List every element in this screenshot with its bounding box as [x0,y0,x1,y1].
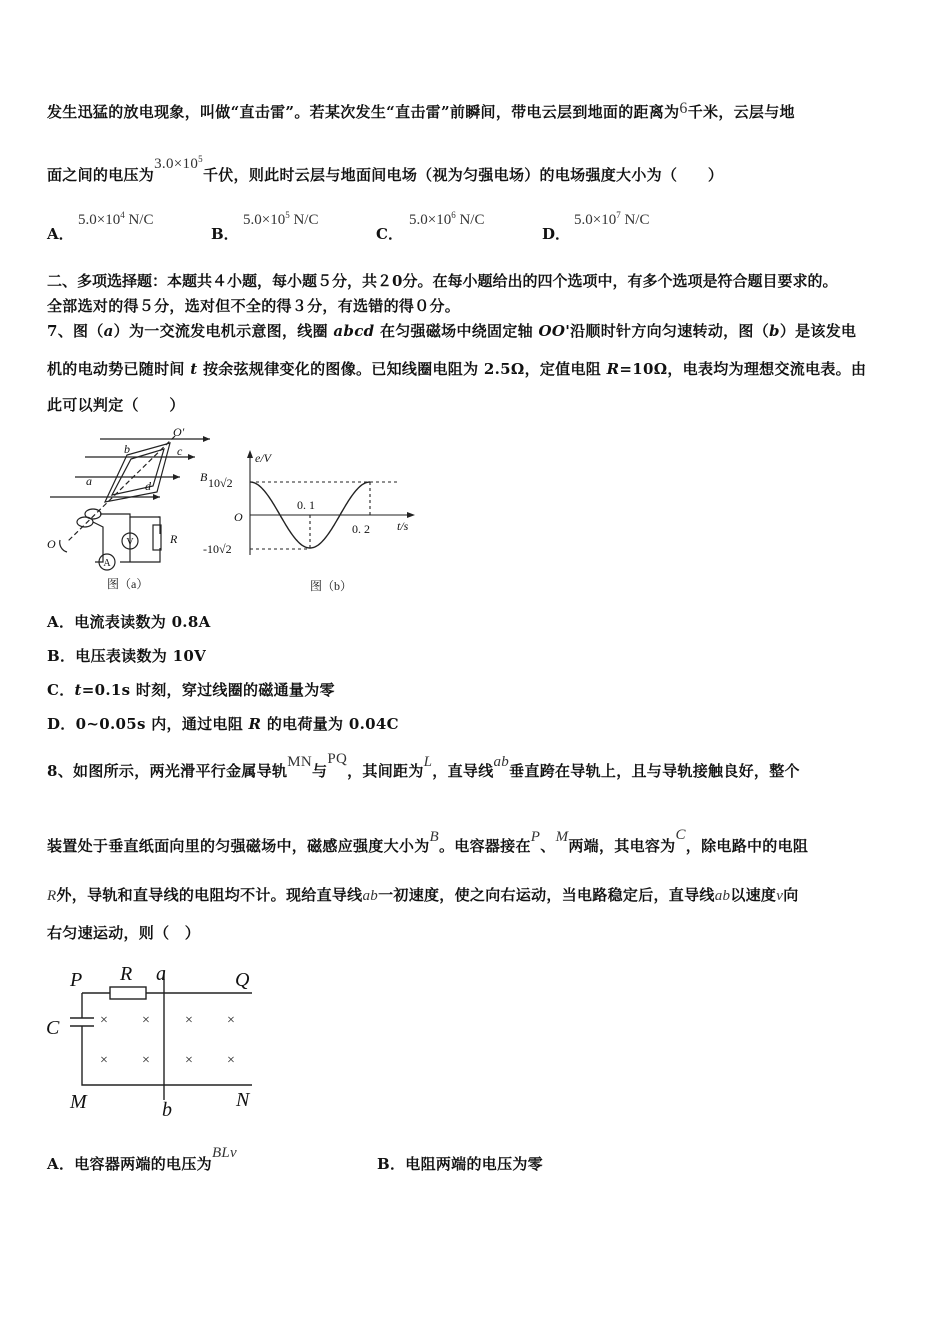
q8-line-2: 装置处于垂直纸面向里的匀强磁场中，磁感应强度大小为B。电容器接在P、M两端，其电容为C，除电路中的电阻 [47,827,809,855]
label-v: V [126,537,134,548]
label-q: Q [235,969,250,991]
q8-option-b[interactable]: B．电阻两端的电压为零 [377,1155,543,1173]
q6-option-b-value: $5.0\times 10^5$ N/C [243,210,319,228]
q7-line-1: 7、图（a）为一交流发电机示意图，线圈 abcd 在匀强磁场中绕固定轴 OO'沿顺时针方向匀速转动，图（b）是该发电 [47,322,857,340]
q7-option-d[interactable]: D．0~0.05s 内，通过电阻 R 的电荷量为 0.04C [47,715,399,733]
field-cross: × [142,1013,150,1028]
y-min-tick: -10√2 [203,542,232,556]
label-o: O [47,537,56,551]
arrow-head [153,494,160,500]
label-c: c [177,444,183,458]
q7-option-a[interactable]: A．电流表读数为 0.8A [47,613,211,631]
y-max-tick: 10√2 [208,476,233,490]
resistor-r [110,987,146,999]
rotation-arrow [60,540,67,552]
label-n: N [236,1089,250,1111]
q6-option-d[interactable]: D． [542,225,571,243]
q6-option-a[interactable]: A． [47,225,74,243]
field-cross: × [185,1053,193,1068]
field-cross: × [100,1013,108,1028]
q8-line-1: 8、如图所示，两光滑平行金属导轨MN与PQ，其间距为L，直导线ab垂直跨在导轨上，且与导轨接触良好，整个 [47,751,800,780]
label-a: a [156,963,166,985]
section2-line-1: 二、多项选择题：本题共４小题，每小题５分，共２0分。在每小题给出的四个选项中，有多个选项是符合题目要求的。 [47,272,838,290]
formula-blv: BLv [211,1145,238,1161]
label-r: R [120,963,133,985]
label-b: b [162,1099,172,1121]
y-axis-label: e/V [255,451,271,465]
q7-option-c[interactable]: C．t=0.1s 时刻，穿过线圈的磁通量为零 [47,681,335,699]
arrow-head [188,454,195,460]
figure-a-generator [45,422,220,597]
field-cross: × [100,1053,108,1068]
label-p: P [70,969,83,991]
label-b: b [124,442,130,456]
label-o-prime: O′ [173,425,185,439]
arrow-head [173,474,180,480]
label-m: M [70,1091,87,1113]
label-a-meter: A [103,558,111,569]
label-r: R [170,532,178,546]
x-tick-0-1: 0. 1 [297,498,315,512]
field-cross: × [185,1013,193,1028]
field-cross: × [142,1053,150,1068]
rotation-axis [67,436,175,542]
voltage-formula: $3.0\times 10^5$ [154,154,203,172]
label-field-b: B [200,470,208,484]
q6-option-b[interactable]: B． [211,225,239,243]
q7-line-3: 此可以判定（ ） [47,396,185,414]
field-cross: × [227,1013,235,1028]
q7-line-2: 机的电动势已随时间 t 按余弦规律变化的图像。已知线圈电阻为 2.5Ω，定值电阻 R=10Ω，电表均为理想交流电表。由 [47,360,867,378]
q6-line-1: 发生迅猛的放电现象，叫做“直击雷”。若某次发生“直击雷”前瞬间，带电云层到地面的距离为6千米，云层与地 [47,100,795,121]
q6-line-2: 面之间的电压为$3.0\times 10^5$千伏，则此时云层与地面间电场（视为匀强电场）的电场强度大小为（ ） [47,154,724,184]
label-d: d [145,479,151,493]
distance-value: 6 [679,100,688,117]
q8-line-3: R外，导轨和直导线的电阻均不计。现给直导线ab一初速度，使之向右运动，当电路稳定后，直导线ab以速度v向 [47,886,799,904]
x-axis-arrow [407,512,415,518]
figure-b-graph [200,450,425,600]
q8-line-4: 右匀速运动，则（ ） [47,924,201,942]
field-cross: × [227,1053,235,1068]
y-axis-arrow [247,450,253,458]
figure-a-caption: 图（a） [107,577,149,591]
q7-option-b[interactable]: B．电压表读数为 10V [47,647,207,665]
q6-option-d-value: $5.0\times 10^7$ N/C [574,210,650,228]
slip-ring [85,509,101,519]
x-tick-0-2: 0. 2 [352,522,370,536]
origin-label: O [234,510,243,524]
x-axis-label: t/s [397,519,409,533]
q8-option-a[interactable]: A．电容器两端的电压为BLv [47,1145,238,1173]
section2-line-2: 全部选对的得５分，选对但不全的得３分，有选错的得０分。 [47,297,461,315]
figure-rail-circuit [42,960,272,1125]
q6-option-a-value: $5.0\times 10^4$ N/C [78,210,154,228]
q6-option-c-value: $5.0\times 10^6$ N/C [409,210,485,228]
figure-b-caption: 图（b） [310,579,353,593]
q6-option-c[interactable]: C． [376,225,403,243]
label-a: a [86,474,92,488]
arrow-head [203,436,210,442]
label-c: C [46,1017,60,1039]
